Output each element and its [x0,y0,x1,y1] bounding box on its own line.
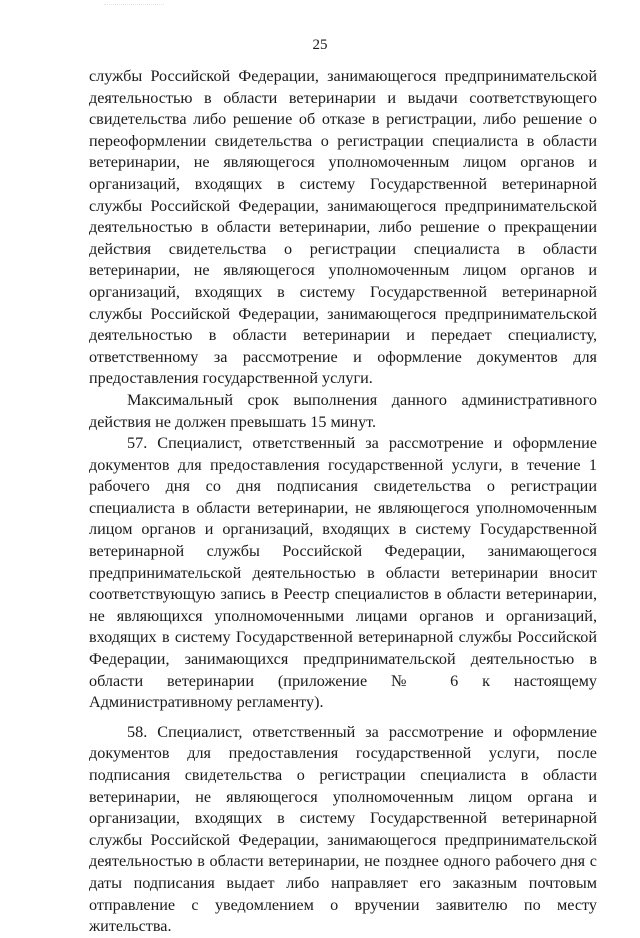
paragraph-max-time: Максимальный срок выполнения данного административного действия не должен превышать 15 минут. [89,390,597,431]
paragraph-continuation: службы Российской Федерации, занимающегося предпринимательской деятельностью в области ветеринарии и выдачи соответствующего свидетельства либо решение об отказе в регистрации, либо решение о переоформлении свидетельства о регистрации специалиста в области ветеринарии, не являющегося уполномоченным лицом органов и организаций, входящих в систему Государственной ветеринарной службы Российской Федерации, занимающегося предпринимательской деятельностью в области ветеринарии, либо решение о прекращении действия свидетельства о регистрации специалиста в области ветеринарии, не являющегося уполномоченным лицом органов и организаций, входящих в систему Государственной ветеринарной службы Российской Федерации, занимающегося предпринимательской деятельностью в области ветеринарии и передает специалисту, ответственному за рассмотрение и оформление документов для предоставления государственной услуги. [89,67,597,388]
scan-artifact [104,0,164,5]
page-number: 25 [312,37,328,53]
document-body [89,66,597,938]
paragraph-57: 57. Специалист, ответственный за рассмотрение и оформление документов для предоставления государственной услуги, в течение 1 рабочего дня со дня подписания свидетельства о регистрации специалиста в области ветеринарии, не являющегося уполномоченным лицом органов и организаций, входящих в систему Государственной ветеринарной службы Российской Федерации, занимающегося предпринимательской деятельностью в области ветеринарии вносит соответствующую запись в Реестр специалистов в области ветеринарии, не являющихся уполномоченными лицами органов и организаций, входящих в систему Государственной ветеринарной службы Российской Федерации, занимающихся предпринимательской деятельностью в области ветеринарии (приложение № 6 к настоящему Административному регламенту). [89,434,597,712]
paragraph-58: 58. Специалист, ответственный за рассмотрение и оформление документов для предоставления государственной услуги, после подписания свидетельства о регистрации специалиста в области ветеринарии, не являющегося уполномоченным лицом органа и организации, входящих в систему Государственной ветеринарной службы Российской Федерации, занимающегося предпринимательской деятельностью в области ветеринарии, не позднее одного рабочего дня с даты подписания выдает либо направляет его заказным почтовым отправление с уведомлением о вручении заявителю по месту жительства. [89,722,597,936]
